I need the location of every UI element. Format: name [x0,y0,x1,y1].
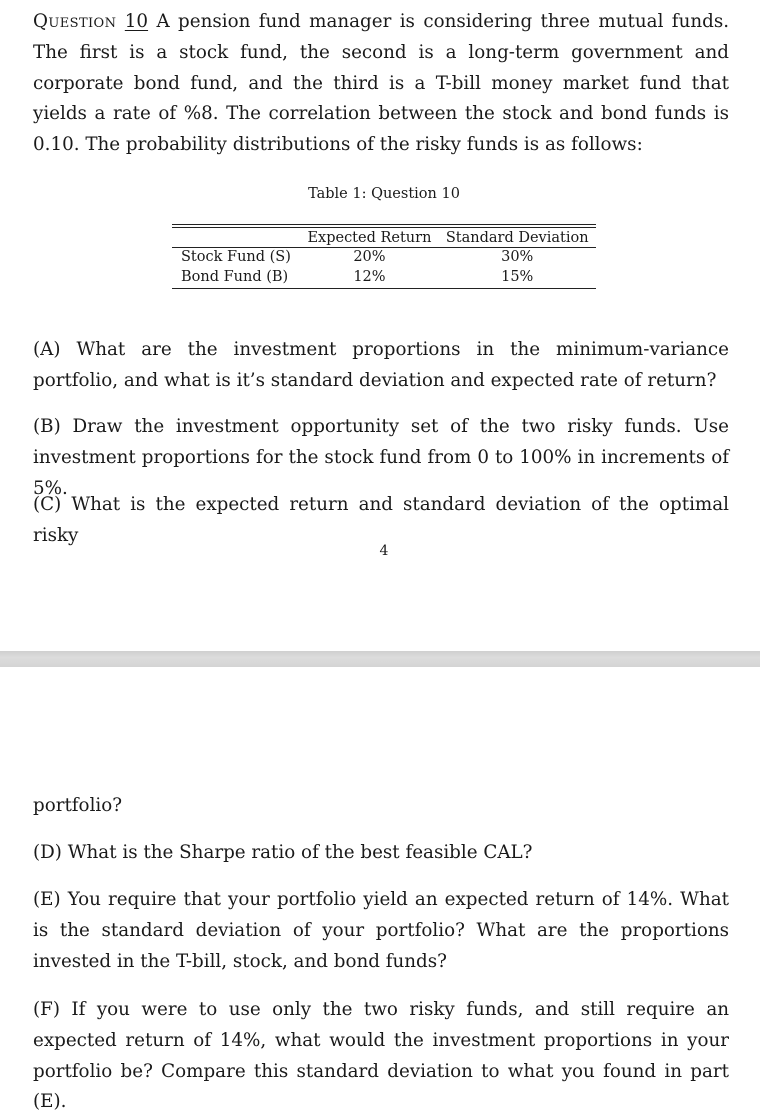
table-header-row [172,228,596,248]
table-caption: Table 1: Question 10 [308,186,460,202]
table-row [172,268,596,288]
table-header-standard-deviation: Standard Deviation [445,230,589,246]
bond-standard-deviation: 15% [501,269,534,285]
question-intro-paragraph [33,7,729,161]
part-c-paragraph-start: (C) What is the expected return and standard deviation of the optimal risky [33,494,729,546]
bond-expected-return: 12% [353,269,386,285]
part-d-paragraph: (D) What is the Sharpe ratio of the best feasible CAL? [33,842,533,863]
part-a-paragraph: (A) What are the investment proportions in the minimum-variance portfolio, and what is it’s standard deviation and expected rate of return? [33,339,729,391]
part-c-paragraph-end: portfolio? [33,795,123,816]
page-number: 4 [379,543,389,559]
table-row [172,248,596,269]
question-number: 10 [124,11,149,32]
question-label: Question [33,11,117,32]
row-label-bond-fund: Bond Fund (B) [181,269,289,285]
document-page-2 [0,667,760,1113]
stock-expected-return: 20% [353,249,386,265]
page-separator [0,651,760,667]
fund-statistics-table [172,224,596,289]
table-header-expected-return: Expected Return [307,230,432,246]
part-f-paragraph: (F) If you were to use only the two risky funds, and still require an expected return of 14%, what would the investment proportions in your portfolio be? Compare this standard deviation to what you found in part (E). [33,999,729,1113]
table-header-empty [172,228,300,248]
row-label-stock-fund: Stock Fund (S) [181,249,291,265]
part-b-paragraph: (B) Draw the investment opportunity set of the two risky funds. Use investment proportions for the stock fund from 0 to 100% in increments of 5%. [33,416,729,499]
table-bottom-rule [172,288,596,289]
stock-standard-deviation: 30% [501,249,534,265]
part-e-paragraph: (E) You require that your portfolio yield an expected return of 14%. What is the standard deviation of your portfolio? What are the proportions invested in the T-bill, stock, and bond funds? [33,889,729,972]
question-intro-text: A pension fund manager is considering three mutual funds. The first is a stock fund, the second is a long-term government and corporate bond fund, and the third is a T-bill money market fund that yields a rate of %8. The correlation between the stock and bond funds is 0.10. The probability distributions of the risky funds is as follows: [33,11,730,156]
